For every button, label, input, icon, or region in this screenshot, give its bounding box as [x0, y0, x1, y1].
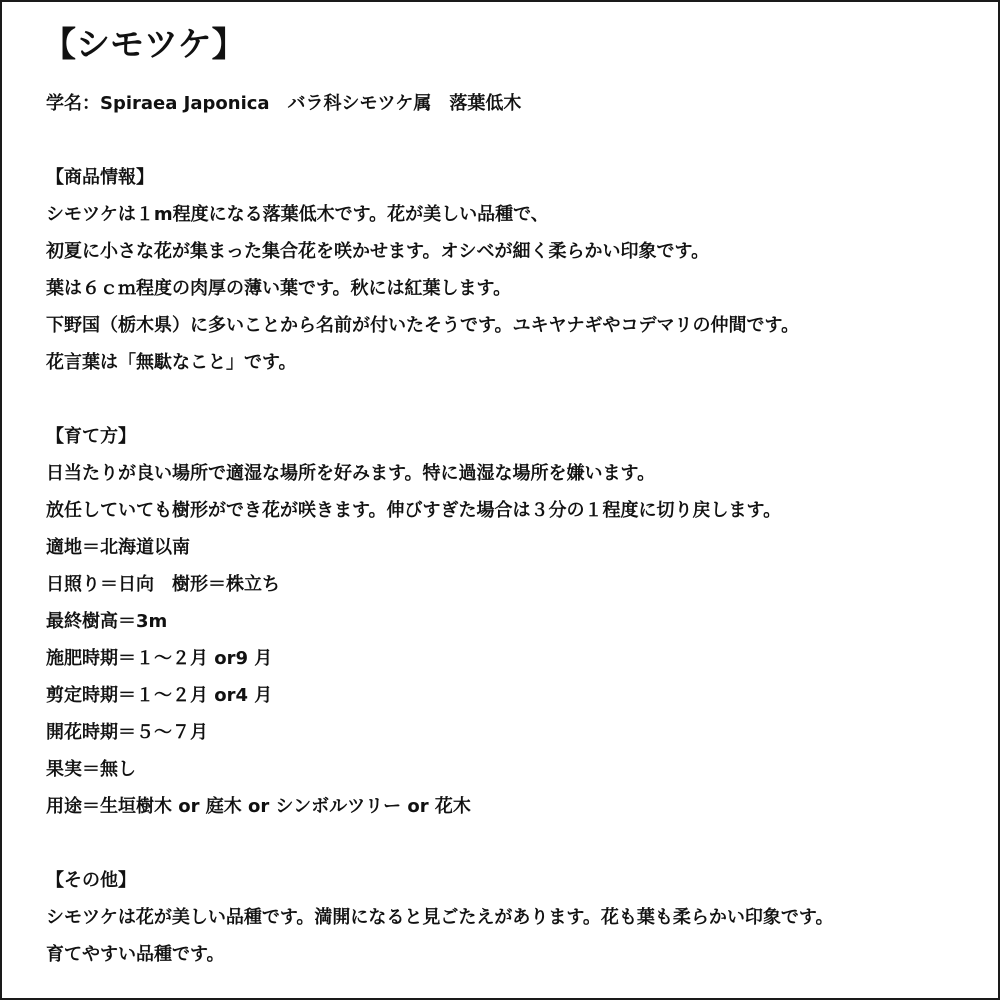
care-line: 剪定時期＝１～２月 or4 月: [46, 685, 273, 706]
page-title: 【シモツケ】: [42, 25, 246, 65]
care-line: 開花時期＝５～７月: [46, 722, 208, 743]
care-line: 施肥時期＝１～２月 or9 月: [46, 648, 273, 669]
product-info-line: 花言葉は「無駄なこと」です。: [46, 352, 297, 373]
spacer: [46, 825, 986, 862]
section-heading-other: 【その他】: [46, 870, 136, 891]
section-heading-care: 【育て方】: [46, 426, 136, 447]
spacer: [46, 122, 986, 159]
product-info-line: 葉は６ｃｍ程度の肉厚の薄い葉です。秋には紅葉します。: [46, 278, 512, 299]
scientific-name-line: 学名：Spiraea Japonica バラ科シモツケ属 落葉低木: [46, 93, 522, 114]
other-line: シモツケは花が美しい品種です。満開になると見ごたえがあります。花も葉も柔らかい印象です。: [46, 907, 834, 928]
care-line: 果実＝無し: [46, 759, 136, 780]
product-info-line: シモツケは１m程度になる落葉低木です。花が美しい品種で、: [46, 204, 549, 225]
care-line: 日照り＝日向 樹形＝株立ち: [46, 574, 280, 595]
document-body: [46, 85, 986, 973]
product-info-line: 初夏に小さな花が集まった集合花を咲かせます。オシベが細く柔らかい印象です。: [46, 241, 710, 262]
care-line: 最終樹高＝3m: [46, 611, 168, 632]
care-line: 日当たりが良い場所で適湿な場所を好みます。特に過湿な場所を嫌います。: [46, 463, 656, 484]
care-line: 放任していても樹形ができ花が咲きます。伸びすぎた場合は３分の１程度に切り戻します。: [46, 500, 782, 521]
other-line: 育てやすい品種です。: [46, 944, 225, 965]
spacer: [46, 381, 986, 418]
section-heading-product-info: 【商品情報】: [46, 167, 154, 188]
product-info-line: 下野国（栃木県）に多いことから名前が付いたそうです。ユキヤナギやコデマリの仲間です。: [46, 315, 800, 336]
care-line: 適地＝北海道以南: [46, 537, 190, 558]
care-line: 用途＝生垣樹木 or 庭木 or シンボルツリー or 花木: [46, 796, 471, 817]
